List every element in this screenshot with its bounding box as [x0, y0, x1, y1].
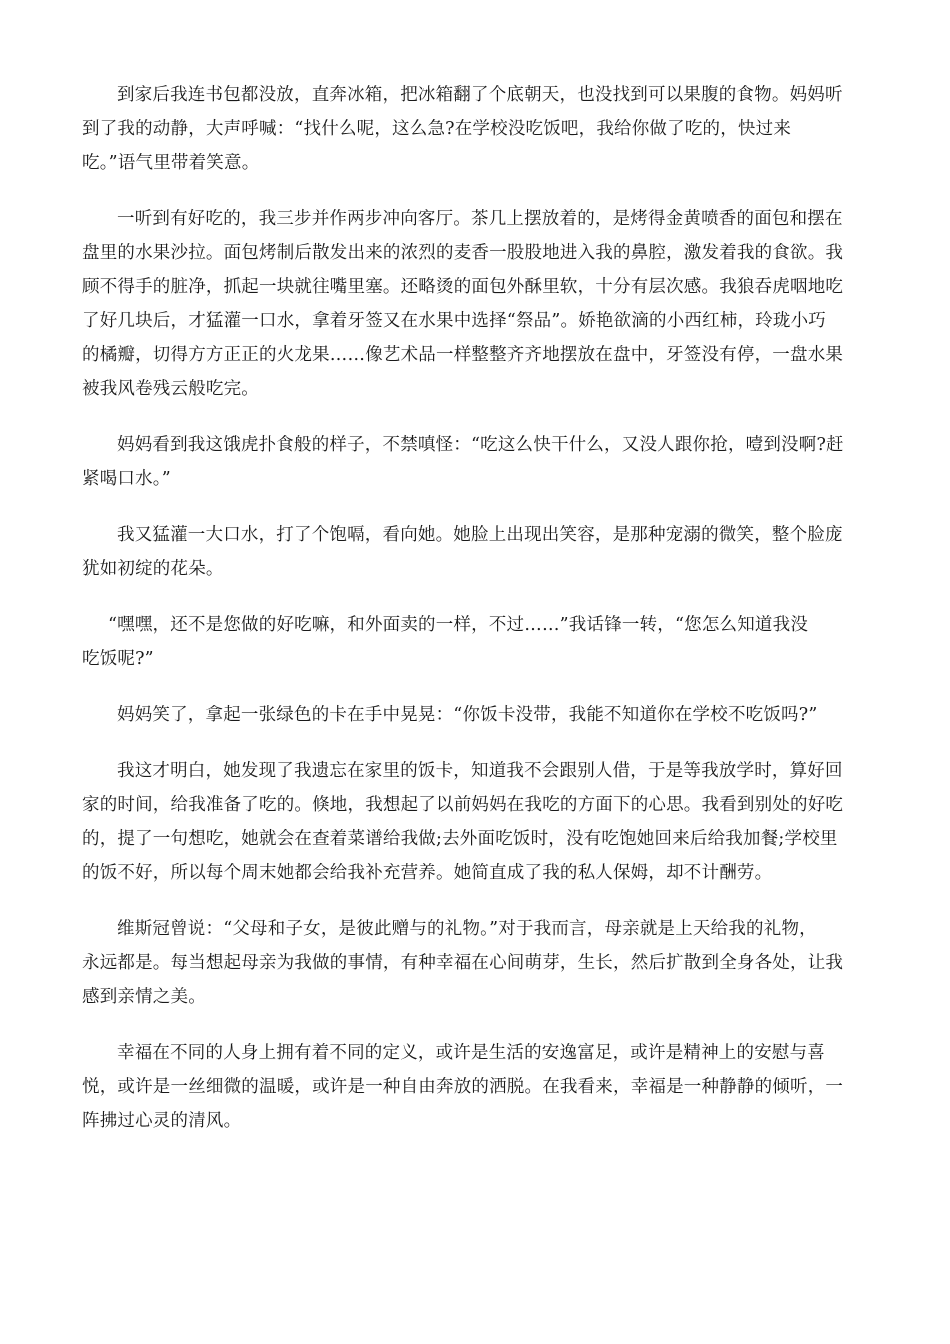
paragraph-1: [82, 78, 872, 180]
text-line: 妈妈看到我这饿虎扑食般的样子，不禁嗔怪：“吃这么快干什么，又没人跟你抢，噎到没啊?赶: [117, 435, 844, 455]
text-line: 吃。”语气里带着笑意。: [82, 153, 260, 173]
text-line: 了好几块后，才猛灌一口水，拿着牙签又在水果中选择“祭品”。娇艳欲滴的小西红柿，玲珑小巧: [82, 311, 826, 331]
text-line: 犹如初绽的花朵。: [82, 559, 224, 579]
text-line: 的，提了一句想吃，她就会在查着菜谱给我做;去外面吃饭时，没有吃饱她回来后给我加餐;学校里: [82, 829, 838, 849]
text-line: “嘿嘿，还不是您做的好吃嘛，和外面卖的一样，不过……”我话锋一转，“您怎么知道我没: [108, 615, 809, 635]
text-line: 妈妈笑了，拿起一张绿色的卡在手中晃晃：“你饭卡没带，我能不知道你在学校不吃饭吗?”: [117, 705, 818, 725]
text-line: 幸福在不同的人身上拥有着不同的定义，或许是生活的安逸富足，或许是精神上的安慰与喜: [117, 1043, 825, 1063]
paragraph-4: [82, 518, 872, 586]
text-line: 到了我的动静，大声呼喊：“找什么呢，这么急?在学校没吃饭吧，我给你做了吃的，快过来: [82, 119, 792, 139]
paragraph-2: [82, 202, 872, 406]
text-line: 悦，或许是一丝细微的温暖，或许是一种自由奔放的洒脱。在我看来，幸福是一种静静的倾听，一: [82, 1077, 844, 1097]
text-line: 顾不得手的脏净，抓起一块就往嘴里塞。还略烫的面包外酥里软，十分有层次感。我狼吞虎咽地吃: [82, 277, 844, 297]
text-line: 家的时间，给我准备了吃的。倏地，我想起了以前妈妈在我吃的方面下的心思。我看到别处的好吃: [82, 795, 844, 815]
paragraph-7: [82, 754, 872, 890]
text-line: 的饭不好，所以每个周末她都会给我补充营养。她简直成了我的私人保姆，却不计酬劳。: [82, 863, 773, 883]
paragraph-9: [82, 1036, 872, 1138]
text-line: 永远都是。每当想起母亲为我做的事情，有种幸福在心间萌芽，生长，然后扩散到全身各处，让我: [82, 953, 844, 973]
text-line: 到家后我连书包都没放，直奔冰箱，把冰箱翻了个底朝天，也没找到可以果腹的食物。妈妈听: [117, 85, 843, 105]
document-page: [82, 78, 872, 1160]
paragraph-8: [82, 912, 872, 1014]
paragraph-3: [82, 428, 872, 496]
text-line: 的橘瓣，切得方方正正的火龙果……像艺术品一样整整齐齐地摆放在盘中，牙签没有停，一盘水果: [82, 345, 844, 365]
text-line: 感到亲情之美。: [82, 987, 206, 1007]
text-line: 紧喝口水。”: [82, 469, 171, 489]
text-line: 我这才明白，她发现了我遗忘在家里的饭卡，知道我不会跟别人借，于是等我放学时，算好回: [117, 761, 843, 781]
text-line: 维斯冠曾说：“父母和子女，是彼此赠与的礼物。”对于我而言，母亲就是上天给我的礼物，: [117, 919, 817, 939]
text-line: 被我风卷残云般吃完。: [82, 379, 259, 399]
text-line: 一听到有好吃的，我三步并作两步冲向客厅。茶几上摆放着的，是烤得金黄喷香的面包和摆在: [117, 209, 843, 229]
text-line: 吃饭呢?”: [82, 649, 154, 669]
text-line: 盘里的水果沙拉。面包烤制后散发出来的浓烈的麦香一股股地进入我的鼻腔，激发着我的食欲。我: [82, 243, 844, 263]
paragraph-5: [82, 608, 872, 676]
paragraph-6: [82, 698, 872, 732]
text-line: 我又猛灌一大口水，打了个饱嗝，看向她。她脸上出现出笑容，是那种宠溺的微笑，整个脸庞: [117, 525, 843, 545]
text-line: 阵拂过心灵的清风。: [82, 1111, 242, 1131]
